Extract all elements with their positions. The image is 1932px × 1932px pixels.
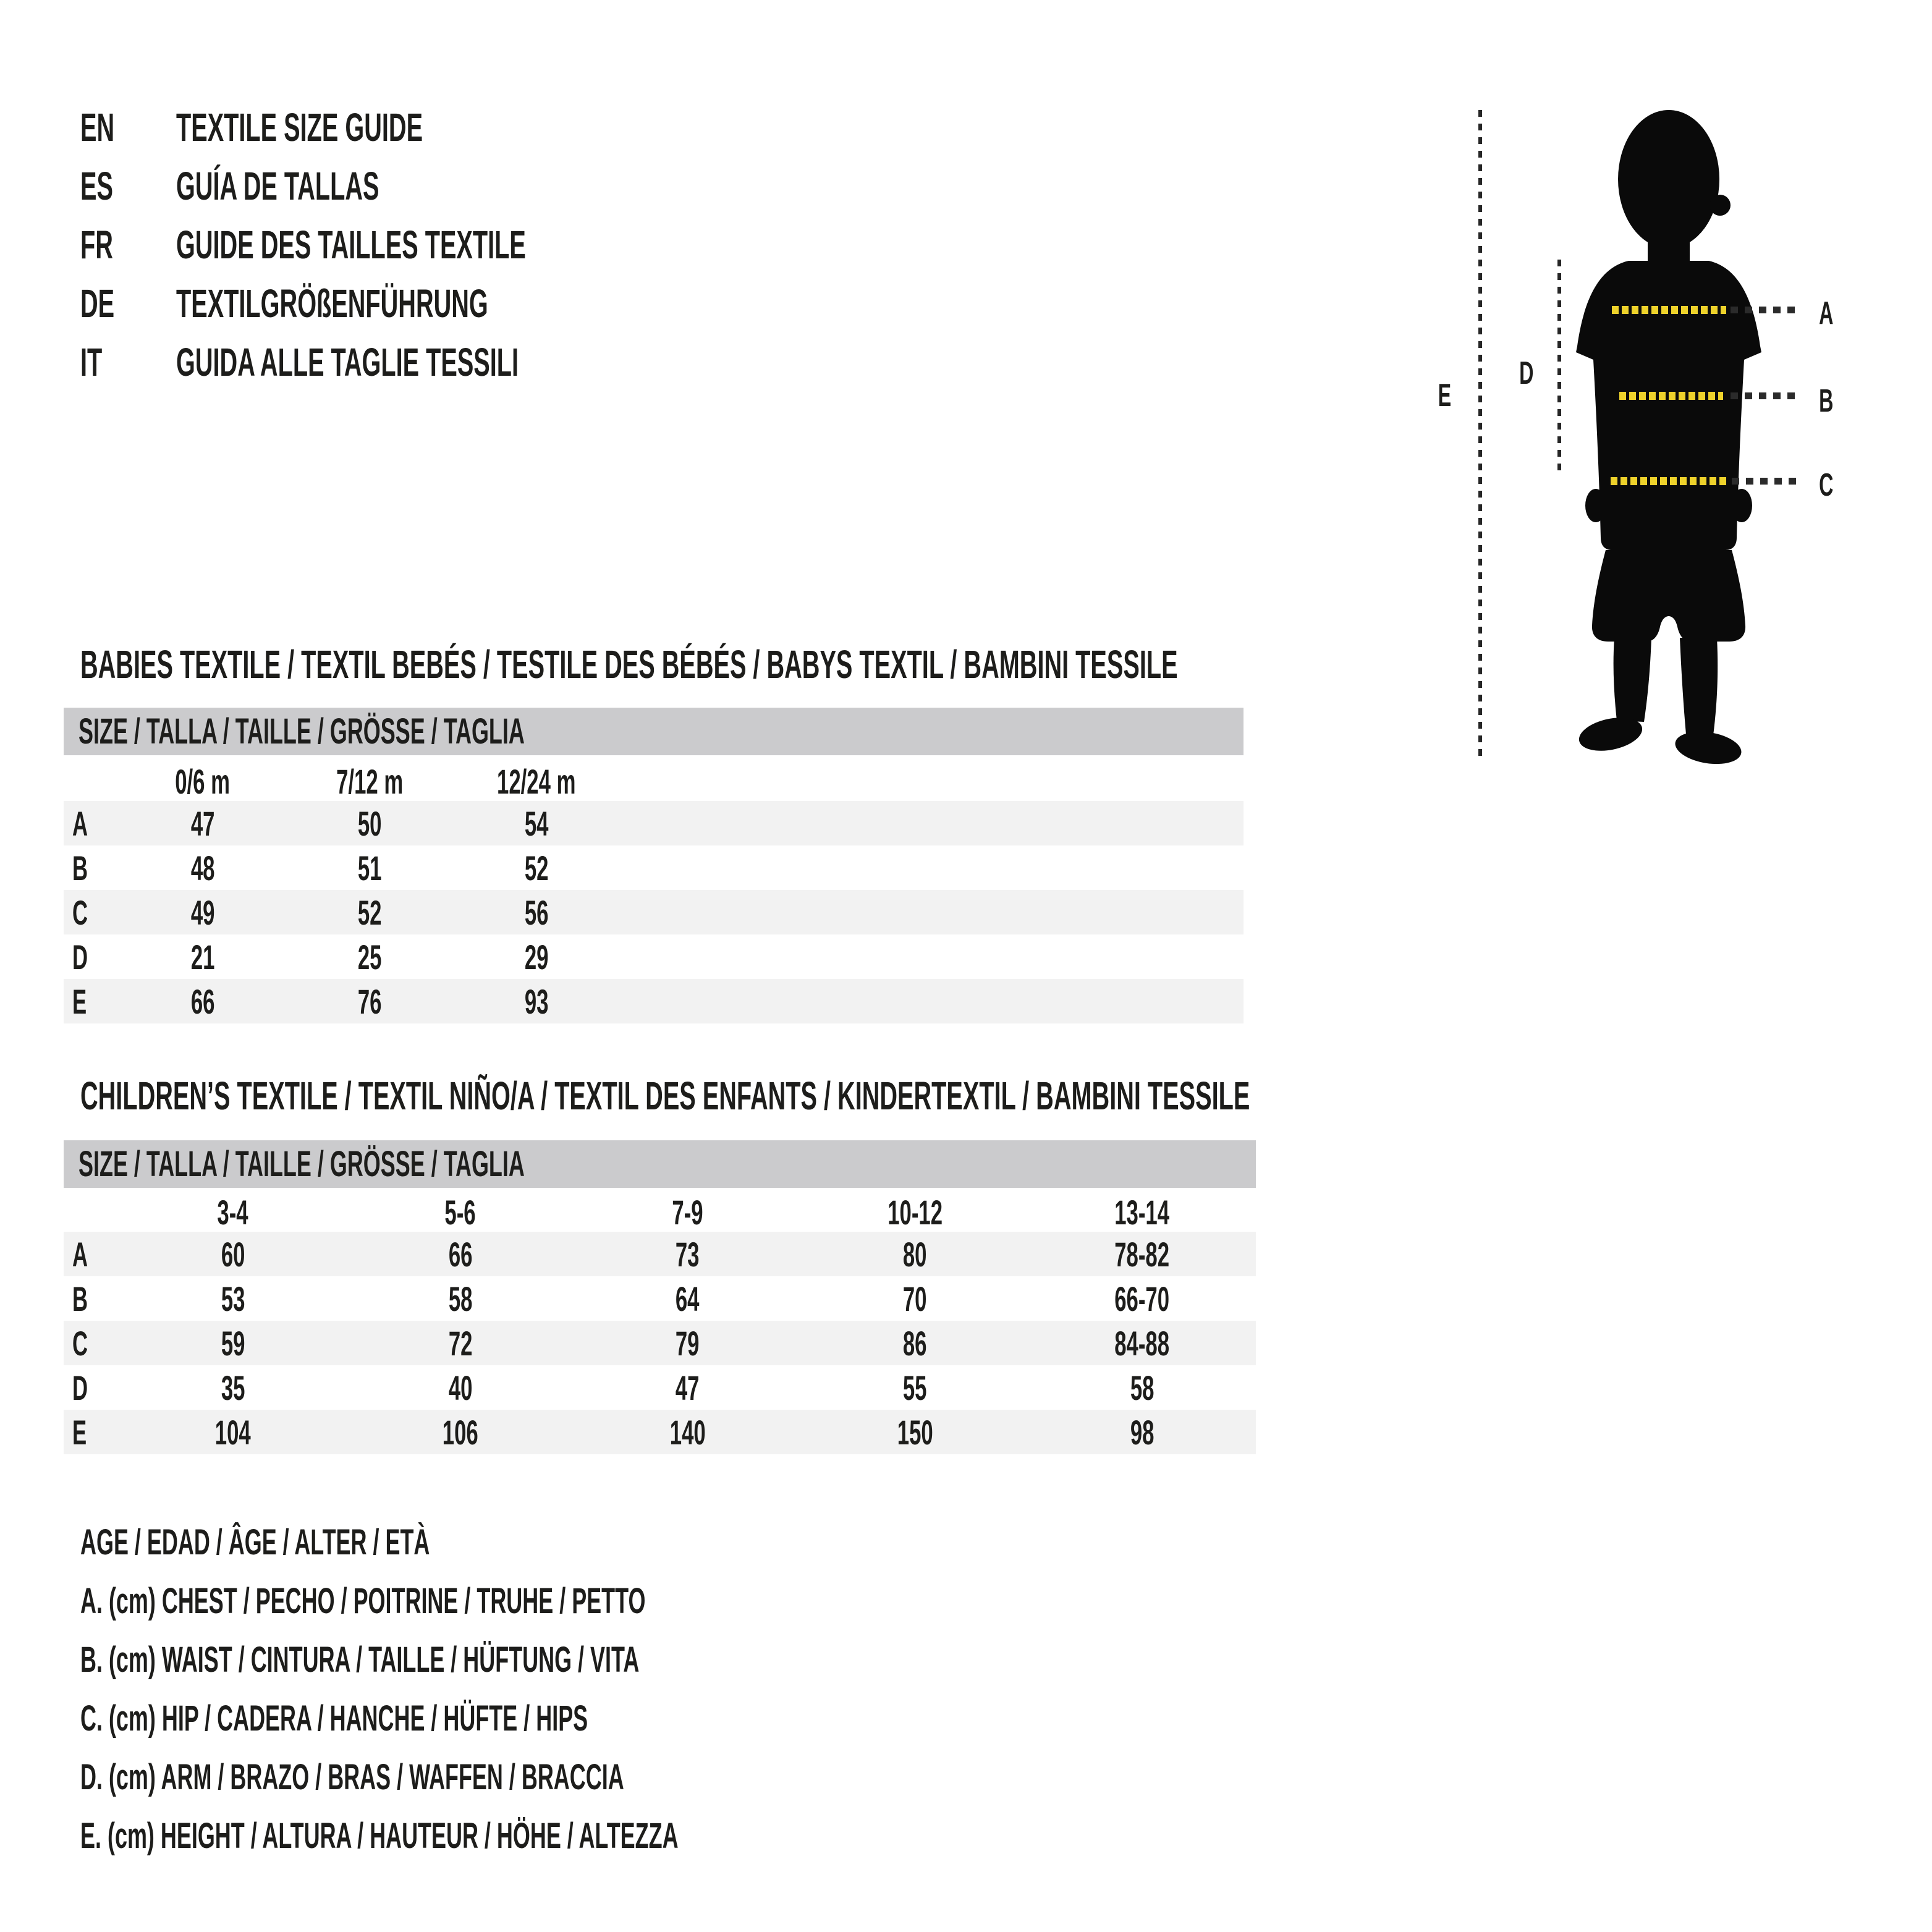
table-row	[64, 890, 1244, 934]
babies-column-headers	[64, 761, 1244, 801]
cell: 66	[448, 1234, 472, 1274]
language-row-es	[80, 156, 1255, 215]
babies-size-header-bar	[64, 708, 1244, 755]
measure-label-d: D	[1519, 355, 1534, 391]
cell: 52	[524, 848, 549, 888]
cell: 86	[902, 1323, 927, 1363]
cell: 70	[902, 1279, 927, 1318]
cell: 55	[902, 1368, 927, 1407]
cell: 47	[676, 1368, 700, 1407]
cell: 64	[676, 1279, 700, 1318]
children-col-header: 13-14	[1114, 1192, 1170, 1232]
cell: 80	[902, 1234, 927, 1274]
cell: 54	[524, 803, 549, 843]
babies-col-header: 0/6 m	[175, 761, 231, 801]
cell: 79	[676, 1323, 700, 1363]
language-code-de: DE	[80, 281, 115, 326]
row-label: B	[72, 1279, 88, 1318]
table-row	[64, 1232, 1256, 1276]
waist-measure-yellow-line	[1619, 392, 1723, 400]
legend-waist: B. (cm) WAIST / CINTURA / TAILLE / HÜFTUNG / VITA	[80, 1640, 640, 1680]
children-col-header: 7-9	[672, 1192, 703, 1232]
legend-age: AGE / EDAD / ÂGE / ALTER / ETÀ	[80, 1522, 430, 1562]
cell: 51	[357, 848, 382, 888]
cell: 21	[190, 937, 215, 977]
row-label: D	[72, 1368, 88, 1407]
babies-section-title: BABIES TEXTILE / TEXTIL BEBÉS / TESTILE DES BÉBÉS / BABYS TEXTIL / BAMBINI TESSILE	[80, 642, 1178, 687]
babies-col-header: 12/24 m	[497, 761, 576, 801]
language-row-en	[80, 98, 1255, 156]
silhouette-left-hand	[1585, 489, 1606, 522]
cell: 58	[1130, 1368, 1155, 1407]
chest-measure-black-line	[1731, 307, 1800, 313]
cell: 35	[221, 1368, 245, 1407]
cell: 25	[357, 937, 382, 977]
language-row-de	[80, 274, 1255, 333]
legend-arm: D. (cm) ARM / BRAZO / BRAS / WAFFEN / BRACCIA	[80, 1757, 624, 1797]
page-title-it: GUIDA ALLE TAGLIE TESSILI	[176, 339, 519, 384]
cell: 104	[214, 1412, 251, 1452]
table-row	[64, 1321, 1256, 1365]
table-row	[64, 845, 1244, 890]
row-label: C	[72, 1323, 88, 1363]
measure-label-c: C	[1819, 467, 1834, 503]
cell: 53	[221, 1279, 245, 1318]
cell: 66-70	[1114, 1279, 1170, 1318]
babies-col-header: 7/12 m	[336, 761, 404, 801]
table-row	[64, 801, 1244, 845]
page-title-es: GUÍA DE TALLAS	[176, 163, 379, 208]
cell: 48	[190, 848, 215, 888]
cell: 58	[448, 1279, 472, 1318]
children-col-header: 10-12	[887, 1192, 943, 1232]
row-label: C	[72, 892, 88, 932]
measure-label-a: A	[1819, 295, 1834, 331]
children-size-header: SIZE / TALLA / TAILLE / GRÖSSE / TAGLIA	[78, 1144, 525, 1184]
table-row	[64, 1365, 1256, 1410]
language-code-en: EN	[80, 104, 115, 150]
row-label: E	[72, 1412, 87, 1452]
legend-chest: A. (cm) CHEST / PECHO / POITRINE / TRUHE / PETTO	[80, 1581, 646, 1621]
legend-height: E. (cm) HEIGHT / ALTURA / HAUTEUR / HÖHE / ALTEZZA	[80, 1816, 679, 1856]
children-col-header: 5-6	[444, 1192, 476, 1232]
page-title-fr: GUIDE DES TAILLES TEXTILE	[176, 222, 526, 267]
cell: 47	[190, 803, 215, 843]
silhouette-ear	[1710, 195, 1731, 216]
table-row	[64, 1276, 1256, 1321]
cell: 40	[448, 1368, 472, 1407]
measure-label-b: B	[1819, 383, 1834, 419]
children-column-headers	[64, 1192, 1256, 1232]
measure-label-e: E	[1438, 378, 1451, 413]
cell: 93	[524, 981, 549, 1021]
row-label: A	[72, 803, 88, 843]
cell: 78-82	[1114, 1234, 1170, 1274]
legend-hip: C. (cm) HIP / CADERA / HANCHE / HÜFTE / HIPS	[80, 1698, 588, 1739]
children-size-header-bar	[64, 1140, 1256, 1188]
cell: 29	[524, 937, 549, 977]
cell: 56	[524, 892, 549, 932]
silhouette-right-shoe	[1673, 727, 1743, 768]
cell: 76	[357, 981, 382, 1021]
language-row-fr	[80, 215, 1255, 274]
language-row-it	[80, 333, 1255, 391]
silhouette-right-hand	[1731, 489, 1752, 522]
hip-measure-yellow-line	[1611, 477, 1729, 485]
language-code-fr: FR	[80, 222, 113, 267]
language-title-list	[80, 98, 1255, 391]
cell: 106	[442, 1412, 478, 1452]
cell: 140	[669, 1412, 706, 1452]
page-title-de: TEXTILGRÖßENFÜHRUNG	[176, 281, 488, 326]
children-col-header: 3-4	[217, 1192, 248, 1232]
table-row	[64, 1410, 1256, 1454]
measurement-legend	[80, 1513, 1440, 1865]
page-title-en: TEXTILE SIZE GUIDE	[176, 104, 423, 150]
cell: 150	[897, 1412, 933, 1452]
chest-measure-yellow-line	[1612, 306, 1726, 314]
cell: 59	[221, 1323, 245, 1363]
row-label: A	[72, 1234, 88, 1274]
row-label: D	[72, 937, 88, 977]
cell: 98	[1130, 1412, 1155, 1452]
children-section-title: CHILDREN’S TEXTILE / TEXTIL NIÑO/A / TEXTIL DES ENFANTS / KINDERTEXTIL / BAMBINI TESSILE	[80, 1074, 1250, 1118]
cell: 50	[357, 803, 382, 843]
cell: 52	[357, 892, 382, 932]
table-row	[64, 979, 1244, 1023]
cell: 66	[190, 981, 215, 1021]
cell: 60	[221, 1234, 245, 1274]
cell: 49	[190, 892, 215, 932]
waist-measure-black-line	[1731, 392, 1800, 399]
table-row	[64, 934, 1244, 979]
cell: 73	[676, 1234, 700, 1274]
row-label: B	[72, 848, 88, 888]
row-label: E	[72, 981, 87, 1021]
arm-measure-dotted-line	[1557, 260, 1561, 471]
silhouette-head	[1618, 110, 1719, 248]
language-code-it: IT	[80, 339, 103, 384]
cell: 84-88	[1114, 1323, 1170, 1363]
cell: 72	[448, 1323, 472, 1363]
babies-size-header: SIZE / TALLA / TAILLE / GRÖSSE / TAGLIA	[78, 711, 525, 752]
hip-measure-black-line	[1732, 478, 1801, 485]
silhouette-shorts	[1592, 550, 1745, 642]
language-code-es: ES	[80, 163, 113, 208]
